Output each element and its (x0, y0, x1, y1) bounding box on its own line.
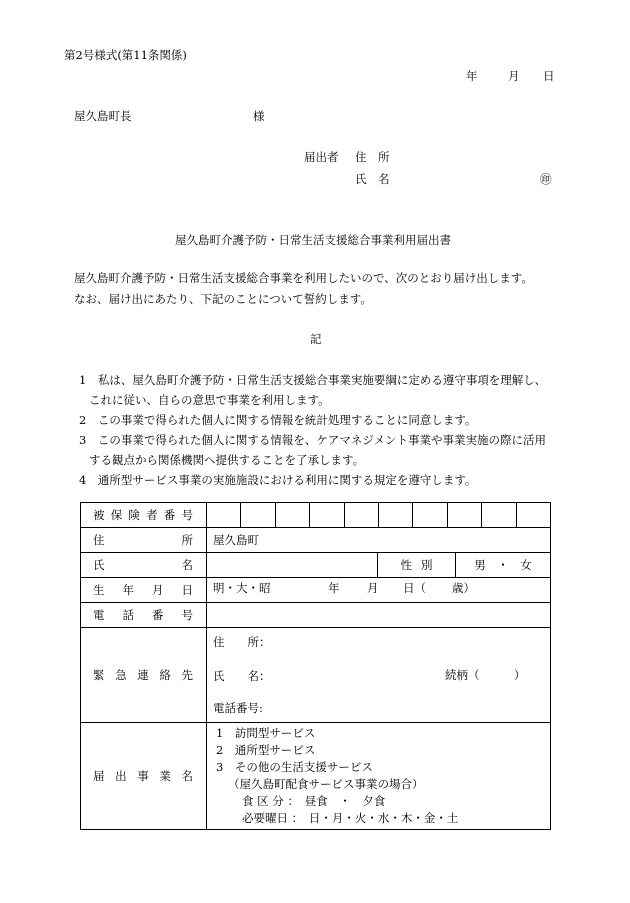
birth-month-label: 月 (367, 581, 379, 595)
birthdate-row (81, 578, 551, 603)
emergency-phone: 電話番号: (213, 701, 263, 715)
phone-row (81, 603, 551, 628)
label-char: 氏 (93, 558, 105, 572)
digit-box[interactable] (412, 503, 446, 527)
document-title: 屋久島町介護予防・日常生活支援総合事業利用届出書 (175, 233, 451, 247)
birth-year-label: 年 (328, 581, 340, 595)
label-char: 番 (163, 508, 176, 522)
pledge-1-cont: これに従い、自らの意思で事業を利用します。 (89, 393, 330, 407)
era-options: 明・大・昭 (213, 581, 271, 595)
registration-table (80, 502, 551, 830)
emergency-name: 氏 名： (213, 669, 271, 683)
birthdate-label (81, 582, 206, 598)
intro-line-2: なお、届け出にあたり、下記のことについて誓約します。 (74, 292, 372, 306)
label-char: 名 (181, 769, 193, 783)
seal-mark: ㊞ (540, 172, 552, 186)
age-label: 歳） (452, 581, 475, 595)
service-visit[interactable]: 1 訪問型サービス (216, 726, 316, 740)
label-char: 話 (122, 608, 134, 622)
label-char: 号 (181, 608, 193, 622)
addressee-name: 屋久島町長 (74, 109, 132, 123)
digit-box[interactable] (240, 503, 274, 527)
label-char: 日 (181, 583, 193, 597)
address-value: 屋久島町 (213, 533, 259, 547)
emergency-contact-row (81, 628, 551, 723)
birth-day-label: 日（ (403, 581, 426, 595)
label-char: 者 (146, 508, 158, 522)
phone-label (81, 607, 206, 623)
emergency-address: 住 所： (213, 635, 271, 649)
services-label (81, 768, 206, 784)
services-field (207, 723, 551, 830)
pledge-3: 3 この事業で得られた個人に関する情報を、ケアマネジメント事業や事業実施の際に活用 (79, 433, 546, 447)
emergency-contact-label (81, 667, 206, 683)
label-char: 出 (115, 769, 127, 783)
name-field (207, 553, 551, 578)
address-row (81, 528, 551, 553)
date-month-label: 月 (508, 69, 520, 83)
birthdate-field[interactable] (207, 578, 551, 603)
service-other[interactable]: 3 その他の生活支援サービス (216, 760, 373, 774)
name-row (81, 553, 551, 578)
pledge-1: 1 私は、屋久島町介護予防・日常生活支援総合事業実施要綱に定める遵守事項を理解し、 (79, 373, 547, 387)
name-input[interactable] (207, 553, 377, 577)
label-char: 業 (159, 769, 171, 783)
label-char: 性 (400, 558, 412, 572)
gender-label (401, 557, 433, 573)
digit-box[interactable] (207, 503, 240, 527)
applicant-name-label: 氏 名 (355, 172, 390, 186)
gender-label-cell (377, 553, 455, 577)
label-char: 緊 (93, 668, 105, 682)
digit-box[interactable] (275, 503, 309, 527)
emergency-relation: 続柄（ ） (445, 668, 526, 682)
label-char: 所 (181, 533, 193, 547)
service-meal-note: （屋久島町配食サービス事業の場合） (228, 777, 424, 791)
digit-box[interactable] (309, 503, 343, 527)
label-char: 月 (152, 583, 164, 597)
date-year-label: 年 (466, 69, 478, 83)
pledge-3-cont: する観点から関係機関へ提供することを了承します。 (89, 453, 365, 467)
services-row (81, 723, 551, 830)
phone-field[interactable] (207, 603, 551, 628)
digit-box[interactable] (481, 503, 515, 527)
name-label (81, 557, 206, 573)
insured-number-field[interactable] (207, 503, 551, 528)
applicant-address-label: 住 所 (355, 150, 390, 164)
label-char: 年 (122, 583, 134, 597)
label-char: 号 (181, 508, 193, 522)
insured-number-row (81, 503, 551, 528)
label-char: 険 (128, 508, 140, 522)
label-char: 電 (93, 608, 105, 622)
pledge-4: 4 通所型サービス事業の実施施設における利用に関する規定を遵守します。 (79, 473, 477, 487)
label-char: 急 (115, 668, 127, 682)
digit-box[interactable] (378, 503, 412, 527)
label-char: 先 (181, 668, 193, 682)
digit-box[interactable] (447, 503, 481, 527)
digit-box[interactable] (344, 503, 378, 527)
label-char: 事 (137, 769, 149, 783)
service-daycare[interactable]: 2 通所型サービス (216, 743, 316, 757)
label-char: 絡 (159, 668, 171, 682)
label-char: 住 (93, 533, 105, 547)
insured-number-label (81, 507, 206, 523)
label-char: 被 (93, 508, 105, 522)
intro-line-1: 屋久島町介護予防・日常生活支援総合事業を利用したいので、次のとおり届け出します。 (74, 271, 533, 285)
label-char: 名 (181, 558, 193, 572)
emergency-contact-field[interactable] (207, 628, 551, 723)
ki-label: 記 (310, 332, 322, 346)
form-number: 第2号様式(第11条関係) (64, 48, 187, 62)
label-char: 生 (93, 583, 105, 597)
date-day-label: 日 (543, 69, 555, 83)
pledge-2: 2 この事業で得られた個人に関する情報を統計処理することに同意します。 (79, 413, 477, 427)
label-char: 連 (137, 668, 149, 682)
label-char: 番 (152, 608, 164, 622)
required-days-options[interactable]: 必要曜日 ： 日・月・火・水・木・金・土 (242, 811, 459, 825)
label-char: 保 (110, 508, 123, 522)
label-char: 届 (93, 769, 105, 783)
address-field[interactable] (207, 528, 551, 553)
gender-options[interactable]: 男 ・ 女 (455, 553, 550, 577)
applicant-label: 届出者 (304, 150, 339, 164)
label-char: 別 (421, 558, 433, 572)
addressee-honorific: 様 (253, 109, 265, 123)
address-label (81, 532, 206, 548)
meal-type-options[interactable]: 食 区 分 ： 昼食 ・ 夕食 (242, 794, 386, 808)
insured-number-boxes (207, 503, 550, 527)
digit-box[interactable] (516, 503, 550, 527)
